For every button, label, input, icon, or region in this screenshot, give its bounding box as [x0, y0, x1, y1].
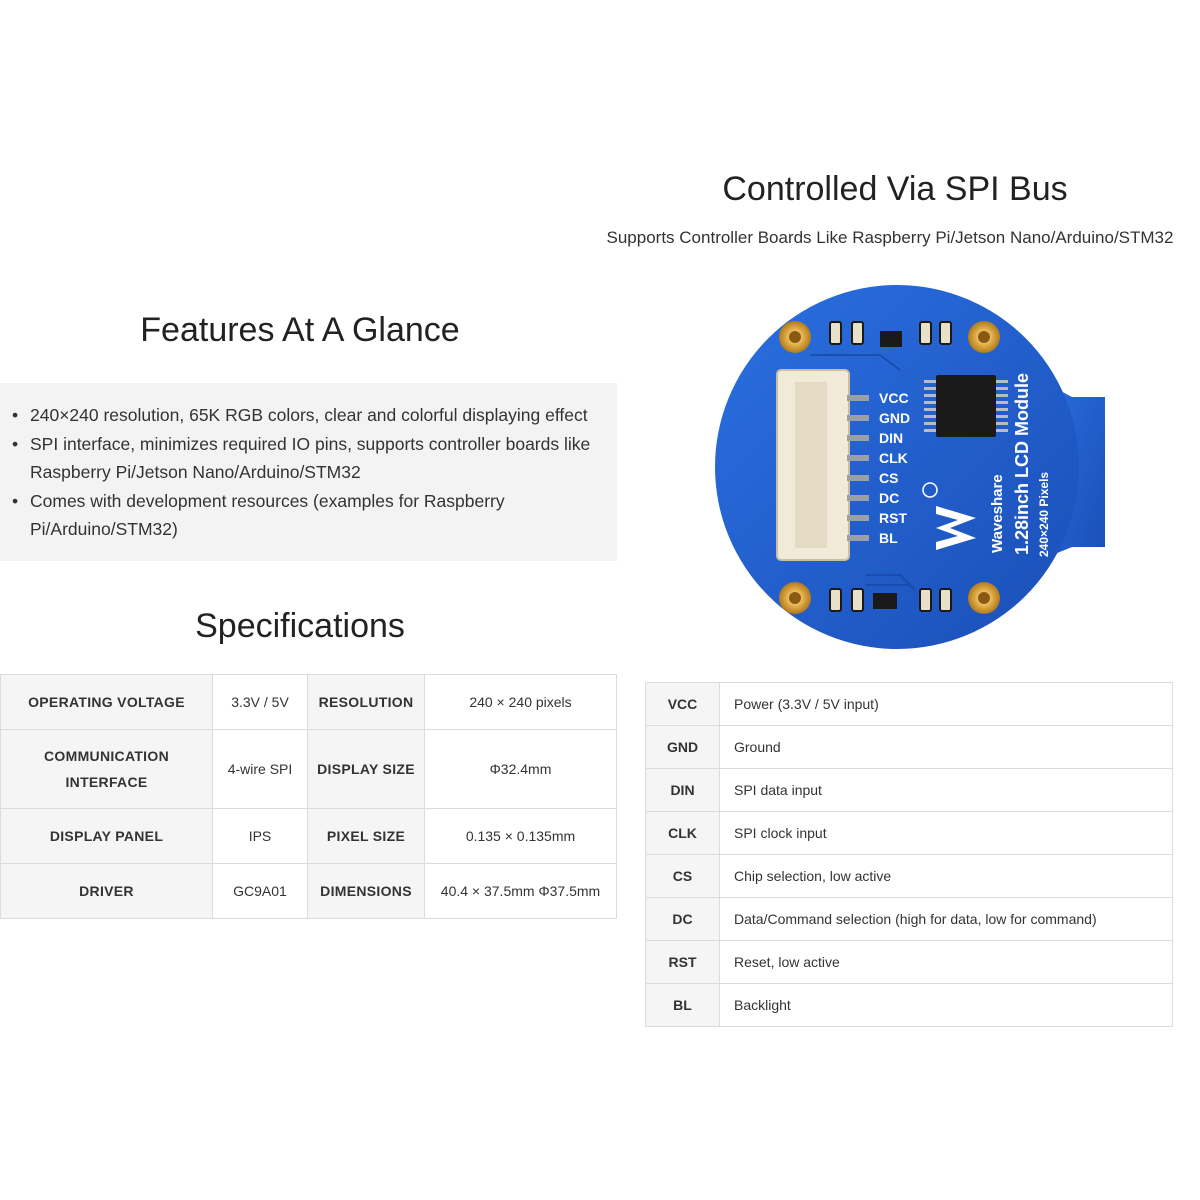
transistor-bottom	[873, 593, 897, 609]
board-model: 1.28inch LCD Module	[1012, 372, 1032, 555]
pin-row	[646, 898, 1173, 941]
silk-pin-label: DIN	[879, 430, 904, 446]
pin-row	[646, 984, 1173, 1027]
spec-value: 40.4 × 37.5mm Φ37.5mm	[425, 864, 617, 919]
pin-description: Power (3.3V / 5V input)	[720, 683, 1173, 726]
spec-value: Φ32.4mm	[425, 730, 617, 809]
pin-name: DIN	[646, 769, 720, 812]
pin-name: RST	[646, 941, 720, 984]
pin-name: BL	[646, 984, 720, 1027]
pin-description: Data/Command selection (high for data, low for command)	[720, 898, 1173, 941]
spec-row	[1, 809, 617, 864]
pin-row	[646, 941, 1173, 984]
feature-item: • 240×240 resolution, 65K RGB colors, clear and colorful displaying effect	[30, 401, 607, 430]
silk-pin-label: VCC	[879, 390, 909, 406]
connector-slot	[795, 382, 827, 548]
pin-name: VCC	[646, 683, 720, 726]
spec-row	[1, 675, 617, 730]
spec-value: 3.3V / 5V	[213, 675, 308, 730]
features-box	[0, 383, 617, 561]
spec-key: DIMENSIONS	[308, 864, 425, 919]
spec-key: DISPLAY PANEL	[1, 809, 213, 864]
spi-subtitle: Supports Controller Boards Like Raspberry Pi/Jetson Nano/Arduino/STM32	[606, 228, 1174, 247]
spec-key: COMMUNICATION INTERFACE	[1, 730, 213, 809]
board-resolution: 240×240 Pixels	[1037, 471, 1051, 557]
pin-row	[646, 726, 1173, 769]
feature-item: • Comes with development resources (examples for Raspberry Pi/Arduino/STM32)	[30, 487, 607, 544]
pin-name: GND	[646, 726, 720, 769]
silk-pin-label: DC	[879, 490, 900, 506]
lcd-module-board	[700, 285, 1120, 655]
spec-value: IPS	[213, 809, 308, 864]
ic-chip	[924, 375, 1008, 437]
spec-key: OPERATING VOLTAGE	[1, 675, 213, 730]
silk-pin-label: CS	[879, 470, 899, 486]
silk-pin-label: GND	[879, 410, 911, 426]
pin-row	[646, 769, 1173, 812]
pin-name: CS	[646, 855, 720, 898]
spi-title: Controlled Via SPI Bus	[722, 170, 1068, 208]
spec-row	[1, 864, 617, 919]
pin-name: CLK	[646, 812, 720, 855]
pin-row	[646, 683, 1173, 726]
pin-description: SPI data input	[720, 769, 1173, 812]
spec-value: GC9A01	[213, 864, 308, 919]
spec-key: DRIVER	[1, 864, 213, 919]
silk-pin-label: CLK	[879, 450, 908, 466]
pin-description: Chip selection, low active	[720, 855, 1173, 898]
spec-value: 0.135 × 0.135mm	[425, 809, 617, 864]
pin-row	[646, 855, 1173, 898]
spec-row	[1, 730, 617, 809]
pin-description: Backlight	[720, 984, 1173, 1027]
pin-description: Ground	[720, 726, 1173, 769]
silk-pin-label: RST	[879, 510, 907, 526]
specifications-table	[0, 674, 617, 919]
pin-table	[645, 682, 1173, 1027]
pin-name: DC	[646, 898, 720, 941]
silk-pin-label: BL	[879, 530, 898, 546]
pin-row	[646, 812, 1173, 855]
features-title: Features At A Glance	[140, 311, 460, 349]
spec-value: 240 × 240 pixels	[425, 675, 617, 730]
pin-description: Reset, low active	[720, 941, 1173, 984]
board-brand: Waveshare	[989, 474, 1006, 553]
features-list	[0, 383, 617, 544]
spec-key: PIXEL SIZE	[308, 809, 425, 864]
spec-key: RESOLUTION	[308, 675, 425, 730]
pin-description: SPI clock input	[720, 812, 1173, 855]
feature-item: • SPI interface, minimizes required IO pins, supports controller boards like Raspberry Pi/Jetson Nano/Arduino/STM32	[30, 430, 607, 487]
spec-key: DISPLAY SIZE	[308, 730, 425, 809]
specifications-title: Specifications	[195, 607, 405, 645]
transistor-top	[880, 331, 902, 347]
spec-value: 4-wire SPI	[213, 730, 308, 809]
